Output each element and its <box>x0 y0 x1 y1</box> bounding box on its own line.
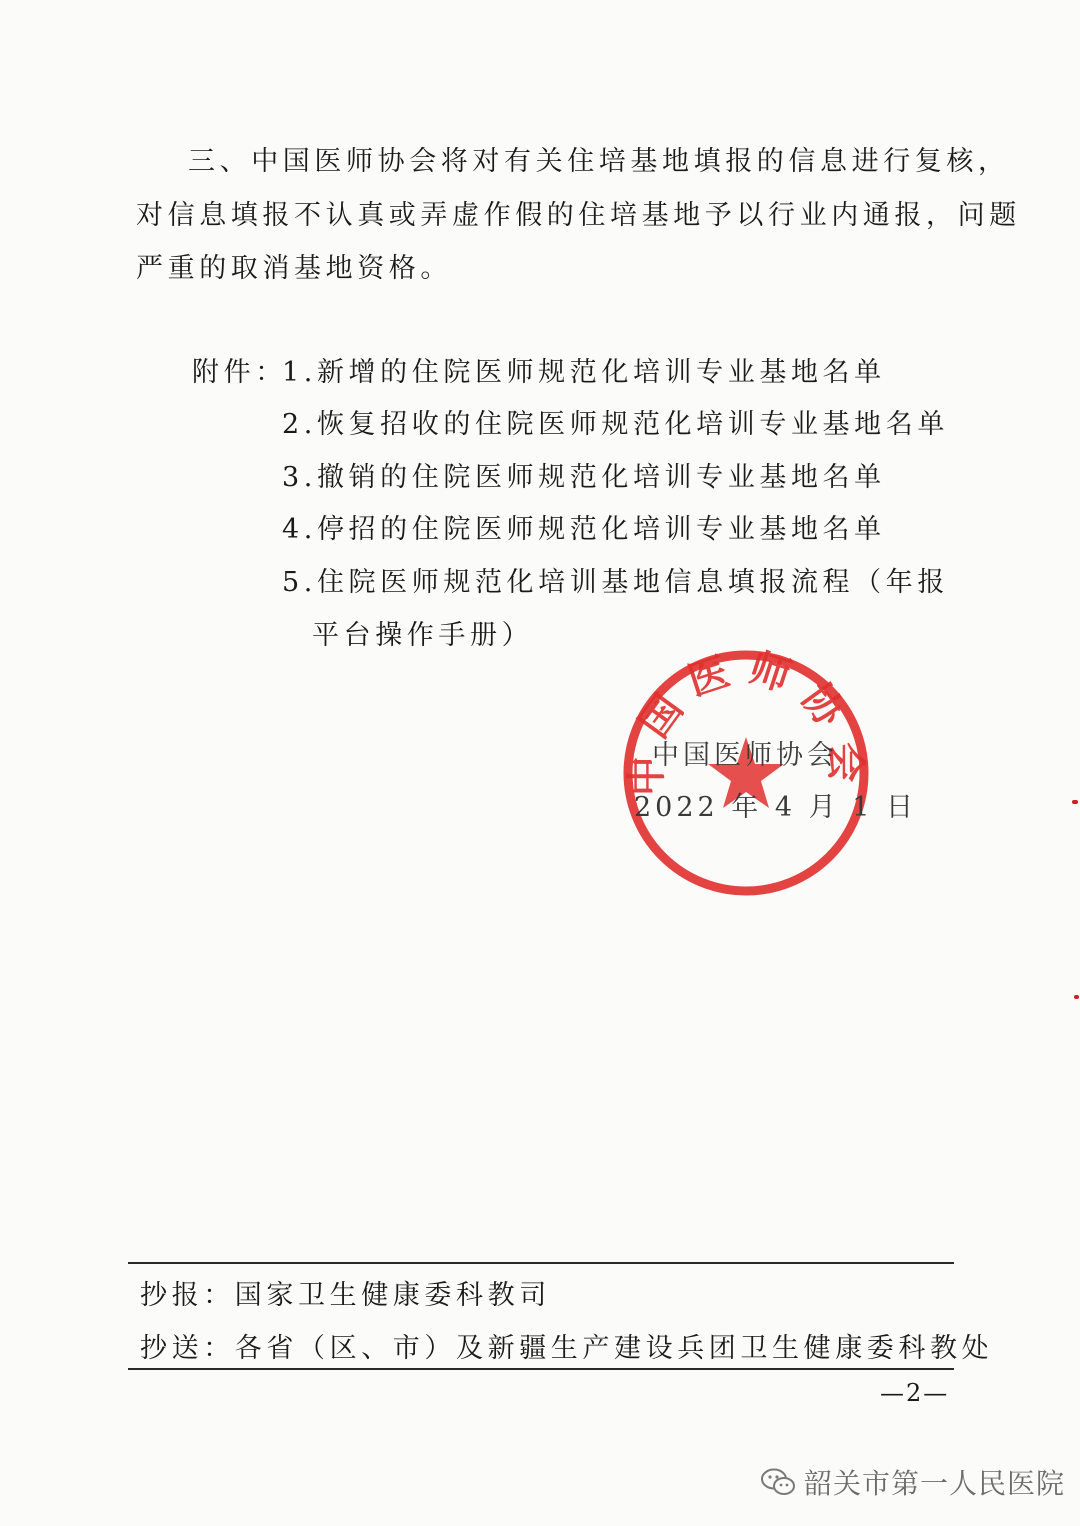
source-watermark <box>760 1462 1065 1502</box>
signature-date: 2022 年 4 月 1 日 <box>634 792 917 823</box>
page-number: —2— <box>880 1379 950 1407</box>
seal-text: 中国医师协会 <box>623 645 869 797</box>
signature-org: 中国医师协会 <box>652 740 838 771</box>
attachment-item-1: 1.新增的住院医师规范化培训专业基地名单 <box>282 357 886 388</box>
cc-report: 抄报：国家卫生健康委科教司 <box>140 1280 551 1311</box>
para3-line-2: 对信息填报不认真或弄虚作假的住培基地予以行业内通报，问题 <box>136 200 1021 231</box>
attachments-label: 附件： <box>192 357 287 388</box>
cc-send: 抄送：各省（区、市）及新疆生产建设兵团卫生健康委科教处 <box>140 1333 994 1364</box>
scan-mark <box>1074 995 1079 999</box>
footer-top-rule <box>128 1262 954 1264</box>
watermark-text: 韶关市第一人民医院 <box>804 1467 1066 1500</box>
scan-mark <box>1072 800 1078 804</box>
attachment-item-3: 3.撤销的住院医师规范化培训专业基地名单 <box>282 462 886 493</box>
wechat-icon <box>760 1467 796 1497</box>
para3-line-3: 严重的取消基地资格。 <box>136 253 452 284</box>
attachment-item-5-cont: 平台操作手册） <box>312 620 534 651</box>
footer-bottom-rule <box>128 1368 954 1370</box>
attachment-item-5: 5.住院医师规范化培训基地信息填报流程（年报 <box>282 567 949 598</box>
para3-line-1: 三、中国医师协会将对有关住培基地填报的信息进行复核， <box>188 146 1010 177</box>
attachment-item-2: 2.恢复招收的住院医师规范化培训专业基地名单 <box>282 409 949 440</box>
attachment-item-4: 4.停招的住院医师规范化培训专业基地名单 <box>282 514 886 545</box>
